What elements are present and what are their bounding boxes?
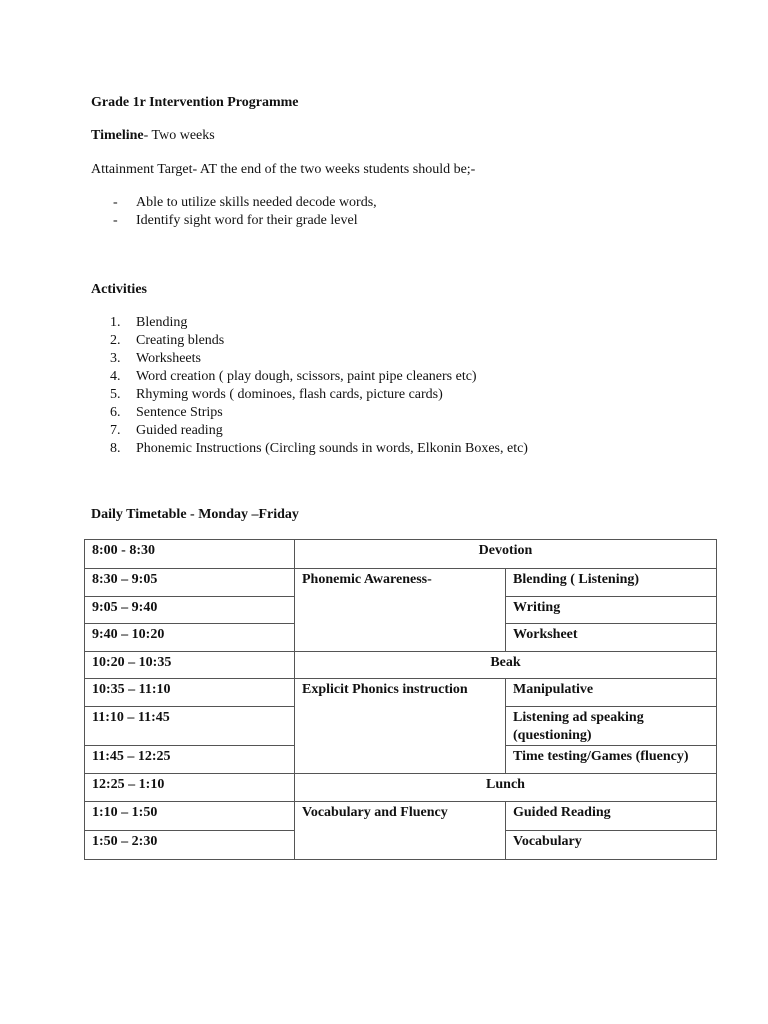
table-row bbox=[85, 679, 717, 707]
block-cell: Explicit Phonics instruction bbox=[295, 679, 506, 774]
bullet-marker: - bbox=[113, 213, 118, 228]
timeline-line bbox=[91, 127, 215, 145]
table-row bbox=[85, 569, 717, 597]
table-row bbox=[85, 802, 717, 831]
block-cell: Vocabulary and Fluency bbox=[295, 802, 506, 860]
timetable bbox=[84, 539, 717, 860]
block-cell: Phonemic Awareness- bbox=[295, 569, 506, 652]
list-item-text: Creating blends bbox=[136, 333, 225, 348]
attainment-target: Attainment Target- AT the end of the two weeks students should be;- bbox=[91, 162, 476, 177]
time-cell: 9:05 – 9:40 bbox=[85, 597, 295, 624]
timetable-heading: Daily Timetable - Monday –Friday bbox=[91, 507, 299, 522]
time-cell: 11:45 – 12:25 bbox=[85, 746, 295, 774]
time-cell: 12:25 – 1:10 bbox=[85, 774, 295, 802]
time-cell: 10:20 – 10:35 bbox=[85, 652, 295, 679]
table-row bbox=[85, 774, 717, 802]
bullet-marker: - bbox=[113, 195, 118, 210]
time-cell: 1:50 – 2:30 bbox=[85, 831, 295, 860]
document-title: Grade 1r Intervention Programme bbox=[91, 95, 299, 110]
list-number: 3. bbox=[110, 351, 121, 366]
detail-cell: Guided Reading bbox=[506, 802, 717, 831]
list-number: 2. bbox=[110, 333, 121, 348]
table-row bbox=[85, 540, 717, 569]
time-cell: 8:30 – 9:05 bbox=[85, 569, 295, 597]
list-number: 4. bbox=[110, 369, 121, 384]
activity-cell: Beak bbox=[295, 652, 717, 679]
detail-cell: Vocabulary bbox=[506, 831, 717, 860]
activity-cell: Devotion bbox=[295, 540, 717, 569]
activities-heading: Activities bbox=[91, 282, 147, 297]
detail-cell: Listening ad speaking (questioning) bbox=[506, 707, 717, 746]
time-cell: 10:35 – 11:10 bbox=[85, 679, 295, 707]
time-cell: 1:10 – 1:50 bbox=[85, 802, 295, 831]
timeline-label: Timeline bbox=[91, 128, 144, 143]
time-cell: 8:00 - 8:30 bbox=[85, 540, 295, 569]
list-number: 8. bbox=[110, 441, 121, 456]
list-item-text: Blending bbox=[136, 315, 188, 330]
detail-cell: Blending ( Listening) bbox=[506, 569, 717, 597]
list-number: 7. bbox=[110, 423, 121, 438]
list-item-text: Guided reading bbox=[136, 423, 223, 438]
list-number: 6. bbox=[110, 405, 121, 420]
detail-cell: Manipulative bbox=[506, 679, 717, 707]
timeline-value: - Two weeks bbox=[143, 128, 215, 143]
time-cell: 9:40 – 10:20 bbox=[85, 624, 295, 652]
list-item-text: Rhyming words ( dominoes, flash cards, picture cards) bbox=[136, 387, 443, 402]
activity-cell: Lunch bbox=[295, 774, 717, 802]
list-number: 1. bbox=[110, 315, 121, 330]
time-cell: 11:10 – 11:45 bbox=[85, 707, 295, 746]
list-item-text: Sentence Strips bbox=[136, 405, 223, 420]
table-row bbox=[85, 652, 717, 679]
detail-cell: Time testing/Games (fluency) bbox=[506, 746, 717, 774]
list-item-text: Phonemic Instructions (Circling sounds in words, Elkonin Boxes, etc) bbox=[136, 441, 528, 456]
list-number: 5. bbox=[110, 387, 121, 402]
list-item-text: Identify sight word for their grade level bbox=[136, 213, 358, 228]
list-item-text: Able to utilize skills needed decode words, bbox=[136, 195, 377, 210]
list-item-text: Word creation ( play dough, scissors, paint pipe cleaners etc) bbox=[136, 369, 477, 384]
detail-cell: Writing bbox=[506, 597, 717, 624]
detail-cell: Worksheet bbox=[506, 624, 717, 652]
list-item-text: Worksheets bbox=[136, 351, 201, 366]
